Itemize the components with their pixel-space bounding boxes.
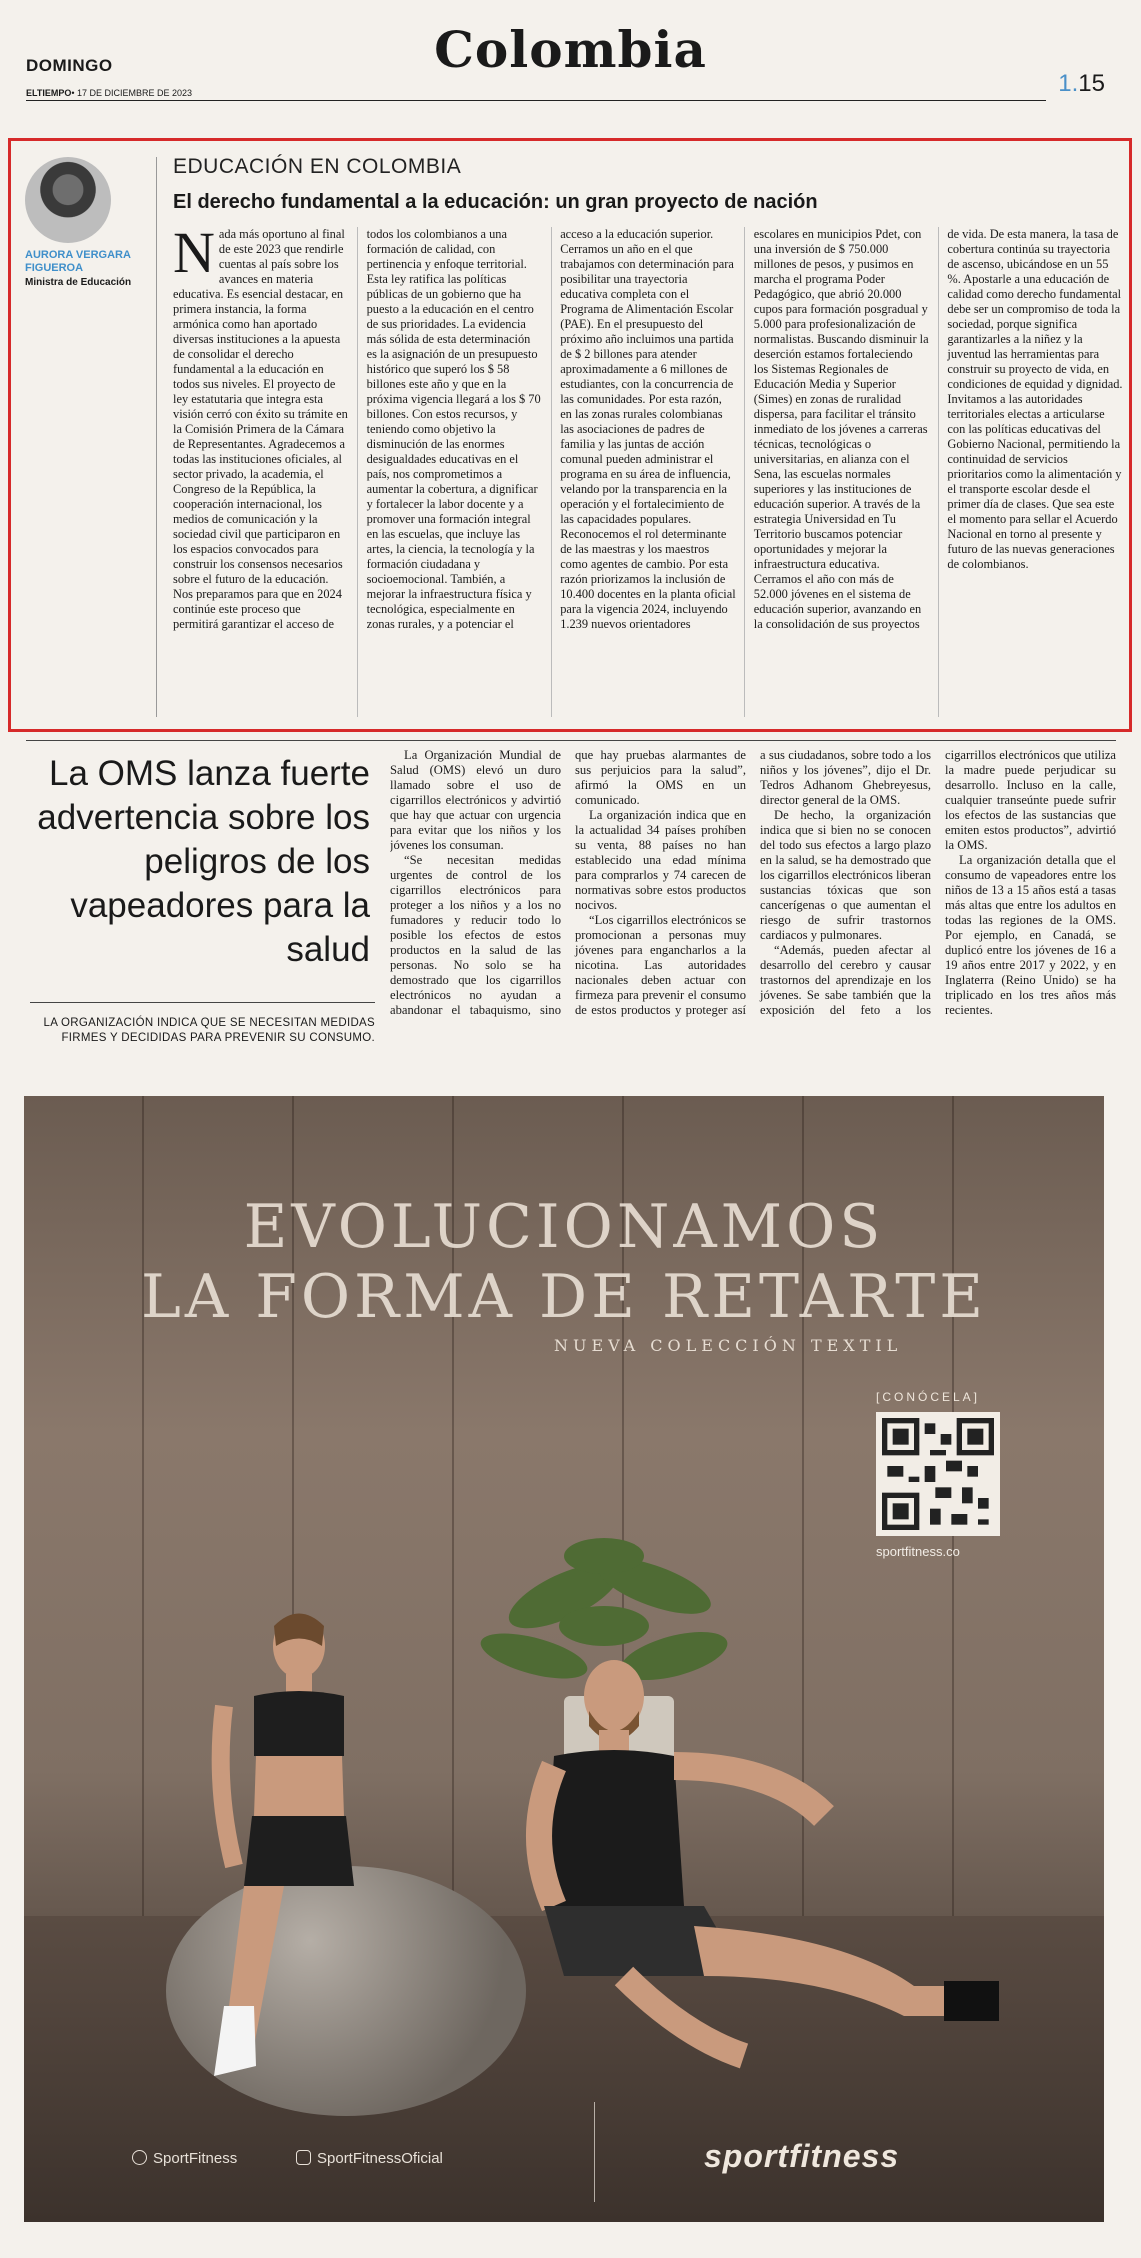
ad-headline-line: EVOLUCIONAMOS [243, 1192, 885, 1262]
instagram-icon [296, 2150, 311, 2165]
oms-deck-rule [30, 1002, 375, 1003]
column-divider [156, 157, 157, 717]
opinion-column [8, 138, 1132, 732]
facebook-link[interactable] [132, 2150, 237, 2167]
ad-footer-divider [594, 2102, 595, 2202]
ad-subheadline: NUEVA COLECCIÓN TEXTIL [554, 1336, 903, 1355]
oms-paragraph: La Organización Mundial de Salud (OMS) elevó un duro llamado sobre el uso de cigarrillos electrónicos y advirtió que hay que actuar con urgencia para evitar que los niños y los jóvenes los consuman. [390, 748, 561, 852]
paper-date [26, 88, 192, 98]
opinion-kicker: EDUCACIÓN EN COLOMBIA [173, 155, 462, 178]
oms-paragraph: “Se necesitan medidas urgentes de control de los cigarrillos electrónicos para proteger a los niños y a los no fumadores y reducir todo lo posible los efectos de estos productos en la salud de las personas. No solo se ha demostrado que los cigarrillos electrónicos no ayudan a abandonar el tabaquismo, sino que hay pruebas alarmantes de sus perjuicios para la salud”, afirmó la OMS en un comunicado. [390, 748, 746, 1017]
ad-footer [24, 2136, 1104, 2196]
brand-logo: sportfitness [704, 2138, 900, 2174]
oms-paragraph: “Los cigarrillos electrónicos se promocionan a personas muy jóvenes para engancharlos a la nicotina. Las autoridades nacionales deben actuar con firmeza para prevenir el consumo de estos productos y proteger así a sus ciudadanos, sobre todo a los niños y los jóvenes”, dijo el Dr. Tedros Adhanom Ghebreyesus, director general de la OMS. [575, 748, 931, 1017]
author-photo [25, 157, 111, 243]
oms-paragraph: De hecho, la organización indica que si bien no se conocen del todo sus efectos a largo plazo en la salud, se ha demostrado que los cigarrillos electrónicos liberan sustancias tóxicas que son cancerígenas o que aumentan el riesgo de sufrir trastornos cardiacos y pulmonares. [760, 808, 932, 942]
author-name: AURORA VERGARA FIGUEROA [25, 249, 131, 274]
man-figure [444, 1656, 1004, 2106]
sportfitness-ad [24, 1096, 1104, 2222]
ad-headline [24, 1192, 1104, 1332]
oms-headline: La OMS lanza fuerte advertencia sobre los peligros de los vapeadores para la salud [37, 754, 370, 969]
masthead [0, 0, 1141, 100]
opinion-body [173, 227, 1123, 717]
oms-paragraph: La organización detalla que el consumo de vapeadores entre los niños de 13 a 15 años está a tasas más altas que entre los adultos en todas las regiones de la OMS. Por ejemplo, en Canadá, se duplicó entre los jóvenes de 16 a 19 años entre 2017 y 2022, y en Inglaterra (Reino Unido) se ha triplicado en los tres años más recientes. [945, 853, 1116, 1017]
oms-paragraph: La organización indica que en la actualidad 34 países prohíben su venta, 88 países no han establecido una edad mínima para comprarlos y 74 carecen de normativas sobre estos productos nocivos. [575, 808, 746, 912]
date-label: • 17 DE DICIEMBRE DE 2023 [71, 88, 193, 98]
ad-cta: [CONÓCELA] [876, 1390, 981, 1404]
qr-code-graphic [882, 1418, 994, 1530]
page-number [1058, 70, 1105, 98]
day-label: DOMINGO [26, 56, 113, 75]
ad-url[interactable]: sportfitness.co [876, 1544, 960, 1559]
oms-deck: LA ORGANIZACIÓN INDICA QUE SE NECESITAN MEDIDAS FIRMES Y DECIDIDAS PARA PREVENIR SU CONSUMO. [43, 1017, 375, 1044]
qr-code-icon[interactable] [876, 1412, 1000, 1536]
facebook-handle: SportFitness [153, 2150, 238, 2167]
author-role: Ministra de Educación [25, 277, 132, 288]
page-section: 1. [1058, 70, 1079, 97]
paper-name: ELTIEMPO [26, 88, 72, 98]
section-rule [26, 740, 1116, 741]
instagram-link[interactable] [296, 2150, 443, 2167]
opinion-text: ada más oportuno al final de este 2023 que rendirle cuentas al país sobre los avances en materia educativa. Es esencial destacar, en primera instancia, la forma armónica como han aportado diversas instituciones a la apuesta de consolidar el derecho fundamental a la educación en todos sus niveles. El proyecto de ley estatutaria que integra esta visión cerró con éxito su trámite en la Comisión Primera de la Cámara de Representantes. Agradecemos a todas las instituciones oficiales, al sector privado, la academia, el Congreso de la República, la cooperación internacional, los medios de comunicación y la sociedad civil que participaron en los espacios convocados para construir los consensos necesarios sobre el futuro de la educación. Nos preparamos para que en 2024 continúe este proceso que permitirá garantizar el acceso de todos los colombianos a una formación de calidad, con pertinencia y enfoque territorial. Esta ley ratifica las políticas públicas de un gobierno que ha puesto a la educación en el centro de sus prioridades. La evidencia más sólida de esta determinación es la asignación de un presupuesto histórico que superó los $ 58 billones este año y que en la próxima vigencia llegará a los $ 70 billones. Con estos recursos, y teniendo como objetivo la disminución de las enormes desigualdades educativas en el país, nos comprometimos a aumentar la cobertura, a dignificar y fortalecer la labor docente y a promover una formación integral en las escuelas, que incluye las artes, la ciencia, la tecnología y la formación ciudadana y socioemocional. También, a mejorar la infraestructura física y tecnológica, especialmente en zonas rurales, y a potenciar el acceso a la educación superior. Cerramos un año en el que trabajamos con determinación para posibilitar una trayectoria educativa completa con el Programa de Alimentación Escolar (PAE). En el presupuesto del próximo año incluimos una partida de $ 2 billones para atender aproximadamente a 6 millones de estudiantes, con la concurrencia de las comunidades. Por esta razón, en las zonas rurales colombianas las asociaciones de padres de familia y las juntas de acción comunal pueden administrar el programa en su área de influencia, velando por la transparencia en la operación y el fortalecimiento de las capacidades populares. Reconocemos el rol determinante de las maestras y los maestros como agentes de cambio. Por esta razón priorizamos la inclusión de 10.400 docentes en la planta oficial para la vigencia 2024, incluyendo 1.239 nuevos orientadores escolares en municipios Pdet, con una inversión de $ 750.000 millones de pesos, y pusimos en marcha el programa Poder Pedagógico, que abrió 20.000 cupos para formación posgradual y 5.000 para profesionalización de normalistas. Buscando disminuir la deserción estamos fortaleciendo los Sistemas Regionales de Educación Media y Superior (Simes) en zonas de ruralidad dispersa, para facilitar el tránsito inmediato de los jóvenes a carreras técnicas, tecnológicas o universitarias, en alianza con el Sena, las escuelas normales superiores y las instituciones de educación superior. A través de la estrategia Universidad en Tu Territorio buscamos potenciar oportunidades y mejorar la infraestructura educativa. Cerramos el año con más de 52.000 jóvenes en el sistema de educación superior, avanzando en la consolidación de sus proyectos de vida. De esta manera, la tasa de cobertura continúa su trayectoria de ascenso, ubicándose en un 55 %. Apostarle a una educación de calidad como derecho fundamental debe ser un compromiso de toda la sociedad, porque significa garantizarles a la niñez y la juventud las herramientas para construir su proyecto de vida, en condiciones de equidad y dignidad. Invitamos a las autoridades territoriales electas a articularse con las políticas educativas del Gobierno Nacional, permitiendo la continuidad de servicios prioritarios como la alimentación y el transporte escolar desde el primer día de clases. Que sea este el momento para sellar el Acuerdo Nacional en torno al presente y futuro de las nuevas generaciones de colombianos. [173, 227, 1123, 631]
page-number-value: 15 [1078, 70, 1105, 97]
facebook-icon [132, 2150, 147, 2165]
oms-article-body [390, 748, 1116, 1096]
opinion-headline: El derecho fundamental a la educación: un gran proyecto de nación [173, 191, 818, 213]
masthead-rule [26, 100, 1046, 101]
instagram-handle: SportFitnessOficial [317, 2150, 443, 2167]
drop-cap: N [173, 227, 215, 285]
woman-figure [194, 1606, 404, 2086]
section-title: Colombia [434, 20, 707, 79]
ad-headline-line: LA FORMA DE RETARTE [140, 1262, 988, 1332]
oms-paragraph: “Además, pueden afectar al desarrollo del cerebro y causar trastornos del aprendizaje en los jóvenes. Se sabe también que la exposición del feto a los cigarrillos electrónicos que utiliza la madre puede perjudicar su desarrollo. Incluso en la calle, cualquier transeúnte puede sufrir los efectos de las sustancias que emiten estos productos”, advirtió la OMS. [760, 748, 1116, 1017]
